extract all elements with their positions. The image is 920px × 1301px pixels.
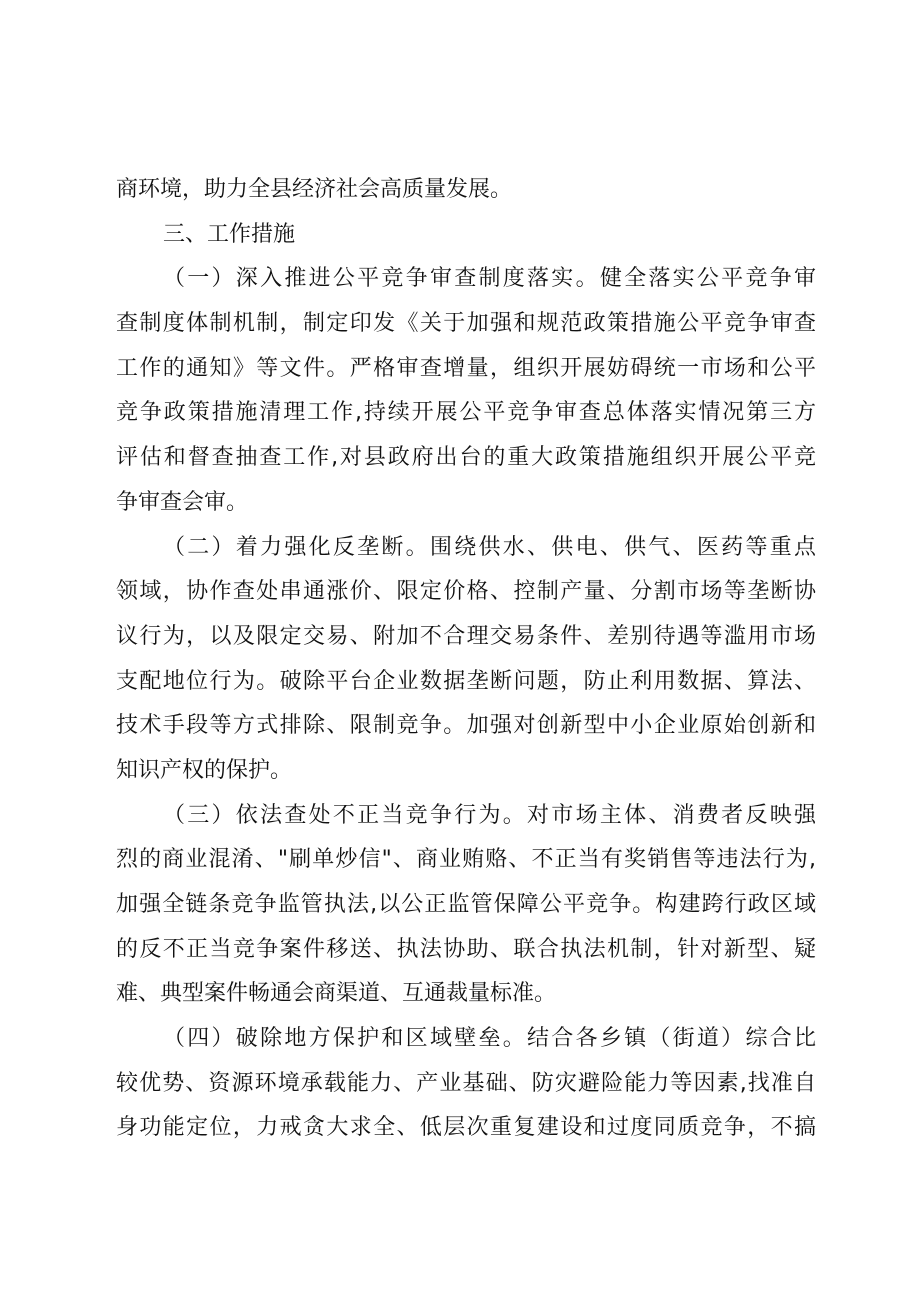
paragraph-measure-1 <box>116 257 816 525</box>
paragraph-measure-4 <box>116 1017 816 1151</box>
text-line: 商环境，助力全县经济社会高质量发展。 <box>116 177 513 202</box>
document-body <box>116 168 816 1151</box>
text-line: 评估和督查抽查工作,对县政府出台的重大政策措施组织开展公平竞 <box>116 445 816 471</box>
text-line: 议行为，以及限定交易、附加不合理交易条件、差别待遇等滥用市场 <box>116 623 816 649</box>
heading-work-measures: 三、工作措施 <box>163 221 296 247</box>
paragraph-measure-2 <box>116 526 816 794</box>
text-line: 的反不正当竞争案件移送、执法协助、联合执法机制，针对新型、疑 <box>116 936 816 962</box>
text-line: （一）深入推进公平竞争审查制度落实。健全落实公平竞争审 <box>163 266 816 292</box>
text-line: （二）着力强化反垄断。围绕供水、供电、供气、医药等重点 <box>163 534 816 560</box>
text-line: （四）破除地方保护和区域壁垒。结合各乡镇（街道）综合比 <box>163 1026 816 1052</box>
paragraph-measure-3 <box>116 794 816 1017</box>
text-line: 争审查会审。 <box>116 489 249 515</box>
text-line: 工作的通知》等文件。严格审查增量，组织开展妨碍统一市场和公平 <box>116 355 816 381</box>
text-line: 烈的商业混淆、"刷单炒信"、商业贿赂、不正当有奖销售等违法行为, <box>116 847 816 873</box>
text-line: 竞争政策措施清理工作,持续开展公平竞争审查总体落实情况第三方 <box>116 400 816 426</box>
section-heading <box>116 213 816 258</box>
text-line: 难、典型案件畅通会商渠道、互通裁量标准。 <box>116 981 557 1007</box>
text-line: 领域，协作查处串通涨价、限定价格、控制产量、分割市场等垄断协 <box>116 579 816 605</box>
text-line: 技术手段等方式排除、限制竞争。加强对创新型中小企业原始创新和 <box>116 713 816 739</box>
text-line: （三）依法查处不正当竞争行为。对市场主体、消费者反映强 <box>163 802 816 828</box>
text-line: 知识产权的保护。 <box>116 757 293 783</box>
text-line: 支配地位行为。破除平台企业数据垄断问题，防止利用数据、算法、 <box>116 668 816 694</box>
paragraph-intro-end <box>116 168 816 213</box>
text-line: 查制度体制机制，制定印发《关于加强和规范政策措施公平竞争审查 <box>116 311 816 337</box>
text-line: 较优势、资源环境承载能力、产业基础、防灾避险能力等因素,找准自 <box>116 1070 816 1096</box>
text-line: 身功能定位，力戒贪大求全、低层次重复建设和过度同质竞争，不搞 <box>116 1115 816 1141</box>
text-line: 加强全链条竞争监管执法,以公正监管保障公平竞争。构建跨行政区域 <box>116 892 816 917</box>
